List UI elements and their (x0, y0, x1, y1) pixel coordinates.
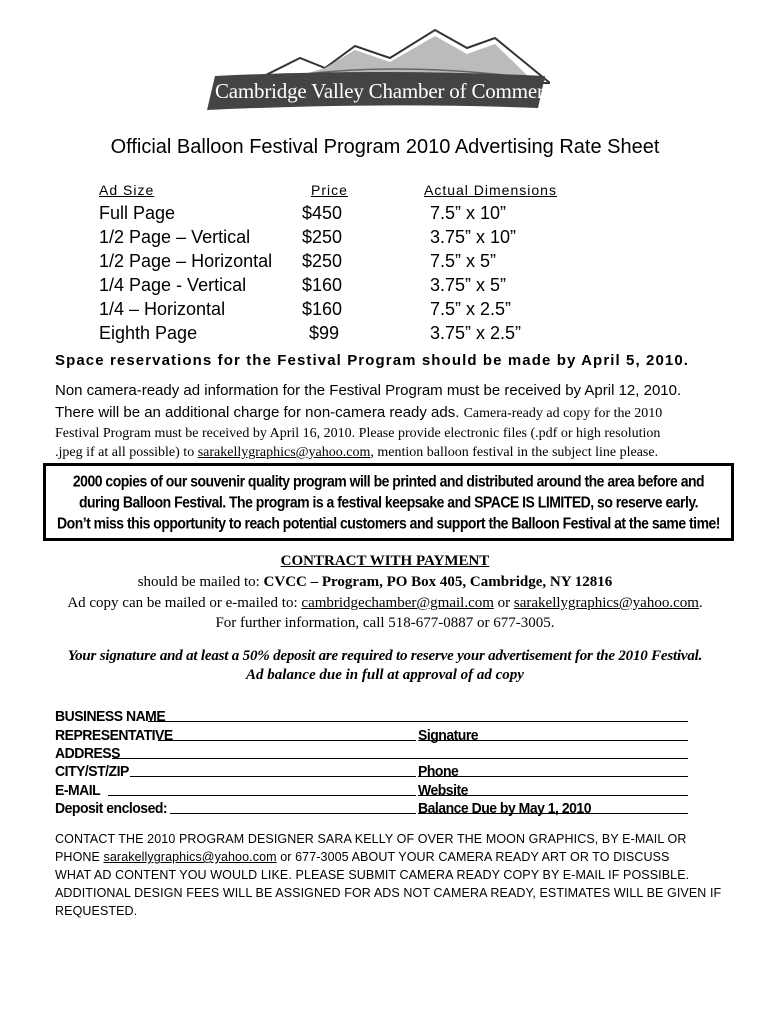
signature-label: Signature (418, 726, 479, 744)
notice-line-4-end: , mention balloon festival in the subject line please. (370, 445, 659, 460)
callout-line-1: 2000 copies of our souvenir quality program will be printed and distributed around the area before and (72, 472, 705, 490)
balance-terms: Ad balance due in full at approval of ad copy (246, 667, 524, 683)
rate-size: 1/4 Page - Vertical (99, 275, 247, 295)
business-name-label: BUSINESS NAME (55, 707, 166, 725)
additional-charge-text: There will be an additional charge for non-camera ready ads. (55, 404, 460, 421)
designer-contact-paragraph (55, 830, 725, 920)
chamber-email-link[interactable]: cambridgechamber@gmail.com (301, 595, 494, 611)
rate-price: $450 (302, 203, 343, 223)
website-field[interactable] (418, 795, 688, 796)
rate-dimensions: 7.5” x 10” (430, 203, 507, 223)
phone-field[interactable] (418, 776, 688, 777)
rate-row (0, 227, 770, 251)
designer-email-link[interactable]: sarakellygraphics@yahoo.com (103, 850, 277, 864)
rate-size: 1/2 Page – Vertical (99, 227, 251, 247)
deposit-field[interactable] (170, 813, 416, 814)
header-dimensions: Actual Dimensions (424, 182, 557, 198)
rate-size: Eighth Page (99, 323, 198, 343)
representative-field[interactable] (158, 740, 416, 741)
contact-line-4: ADDITIONAL DESIGN FEES WILL BE ASSIGNED FOR ADS NOT CAMERA READY, ESTIMATES WILL BE GIVEN IF (55, 886, 722, 900)
email-line (0, 595, 770, 612)
header-ad-size: Ad Size (99, 182, 155, 198)
balance-due-label: Balance Due by May 1, 2010 (418, 799, 591, 817)
phone-label: Phone (418, 762, 459, 780)
email-label: E-MAIL (55, 781, 101, 799)
contact-line-3: WHAT AD CONTENT YOU WOULD LIKE. PLEASE SUBMIT CAMERA READY COPY BY E-MAIL IF POSSIBLE. (55, 868, 690, 882)
rate-dimensions: 3.75” x 2.5” (430, 323, 522, 343)
contact-line-1: CONTACT THE 2010 PROGRAM DESIGNER SARA KELLY OF OVER THE MOON GRAPHICS, BY E-MAIL OR (55, 832, 687, 846)
rate-row (0, 251, 770, 275)
callout-line-3: Don’t miss this opportunity to reach potential customers and support the Balloon Festival at the same time! (57, 514, 720, 532)
rate-price: $160 (302, 299, 343, 319)
signature-field[interactable] (418, 740, 688, 741)
designer-email-link[interactable]: sarakellygraphics@yahoo.com (513, 595, 699, 611)
rate-size: Full Page (99, 203, 176, 223)
rate-dimensions: 7.5” x 2.5” (430, 299, 512, 319)
city-state-zip-field[interactable] (130, 776, 416, 777)
representative-label: REPRESENTATIVE (55, 726, 173, 744)
contact-line-2-start: PHONE (55, 850, 100, 864)
header-price: Price (311, 182, 348, 198)
logo-wordmark: Cambridge Valley Chamber of Commerce (215, 79, 562, 103)
rate-dimensions: 3.75” x 5” (430, 275, 507, 295)
email-line-end: . (698, 595, 703, 611)
rate-row (0, 323, 770, 347)
notice-line-2 (55, 404, 662, 422)
non-camera-ready-deadline: Non camera-ready ad information for the Festival Program must be received by April 12, 2010. (55, 382, 682, 399)
camera-ready-text: Camera-ready ad copy for the 2010 (463, 406, 663, 421)
rate-price: $160 (302, 275, 343, 295)
rate-size: 1/2 Page – Horizontal (99, 251, 273, 271)
rate-price: $250 (302, 251, 343, 271)
rate-row (0, 275, 770, 299)
mailing-address: CVCC – Program, PO Box 405, Cambridge, NY 12816 (263, 574, 613, 590)
rate-row (0, 299, 770, 323)
rate-dimensions: 7.5” x 5” (430, 251, 497, 271)
notice-line-3: Festival Program must be received by April 16, 2010. Please provide electronic files (.pdf or high resolution (55, 426, 661, 441)
limited-space-callout (43, 463, 734, 541)
page-title: Official Balloon Festival Program 2010 Advertising Rate Sheet (110, 136, 660, 158)
phone-info: For further information, call 518-677-0887 or 677-3005. (215, 615, 555, 631)
contact-line-2-end: or 677-3005 ABOUT YOUR CAMERA READY ART OR TO DISCUSS (280, 850, 670, 864)
reservation-deadline: Space reservations for the Festival Program should be made by April 5, 2010. (55, 352, 690, 369)
email-field[interactable] (108, 795, 416, 796)
rate-price: $250 (302, 227, 343, 247)
email-or: or (497, 595, 511, 611)
callout-line-2: during Balloon Festival. The program is a festival keepsake and SPACE IS LIMITED, so reserve early. (78, 493, 699, 511)
rate-dimensions: 3.75” x 10” (430, 227, 517, 247)
deposit-requirement: Your signature and at least a 50% deposit are required to reserve your advertisement for the 2010 Festival. (67, 648, 703, 664)
rate-price: $99 (309, 323, 340, 343)
contract-heading: CONTRACT WITH PAYMENT (280, 553, 490, 569)
rate-size: 1/4 – Horizontal (99, 299, 226, 319)
rate-row (0, 203, 770, 227)
contact-line-2 (55, 848, 725, 866)
website-label: Website (418, 781, 468, 799)
email-prefix: Ad copy can be mailed or e-mailed to: (67, 595, 298, 611)
city-state-zip-label: CITY/ST/ZIP (55, 762, 129, 780)
mailing-line (0, 574, 760, 591)
address-label: ADDRESS (55, 744, 120, 762)
notice-line-4-start: .jpeg if at all possible) to (55, 445, 195, 460)
balance-due-field[interactable] (418, 813, 688, 814)
notice-line-4 (55, 445, 658, 461)
address-field[interactable] (112, 758, 688, 759)
deposit-label: Deposit enclosed: (55, 799, 168, 817)
business-name-field[interactable] (148, 721, 688, 722)
designer-email-link[interactable]: sarakellygraphics@yahoo.com (197, 445, 371, 460)
contact-line-5: REQUESTED. (55, 904, 138, 918)
mail-prefix: should be mailed to: (137, 574, 260, 590)
